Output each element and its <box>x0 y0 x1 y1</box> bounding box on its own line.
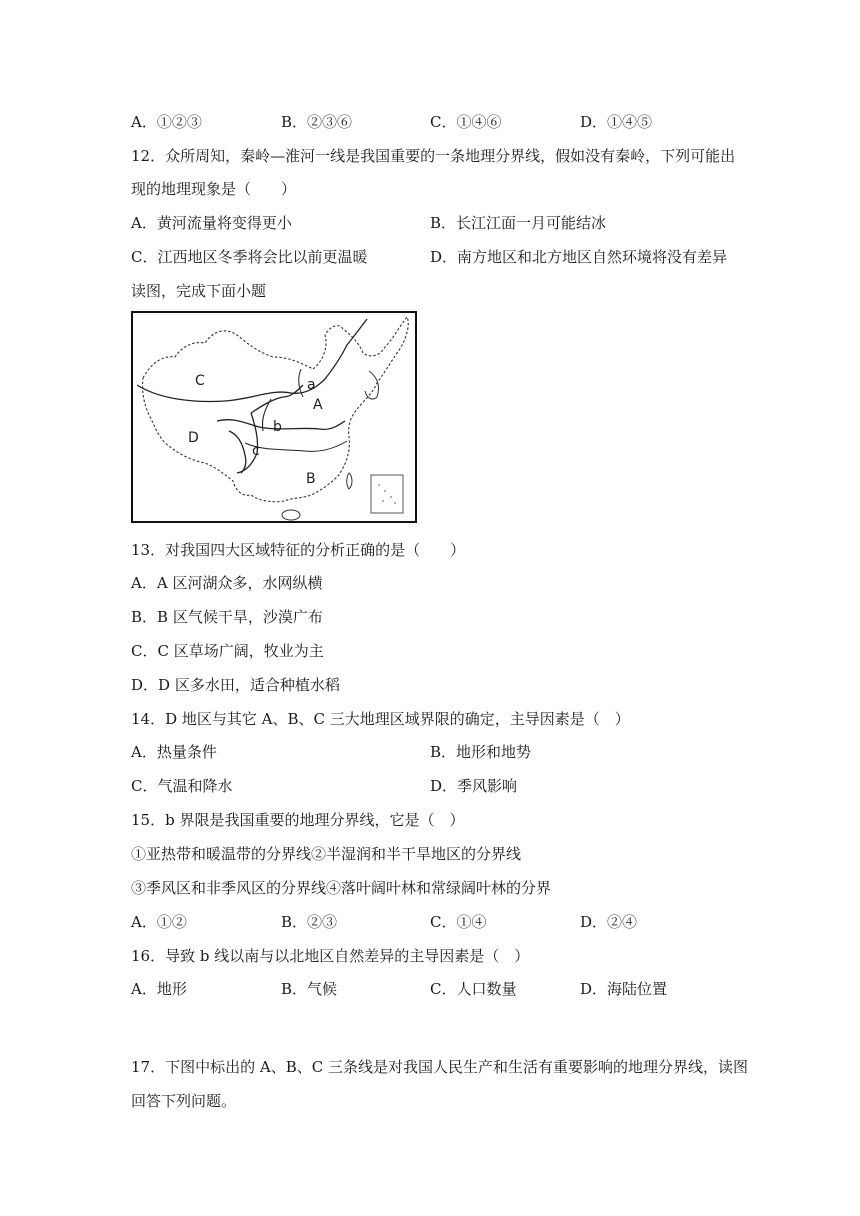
map-label-C: C <box>195 373 205 389</box>
china-region-map <box>131 311 417 523</box>
map-label-b: b <box>273 419 282 435</box>
q15-option-b[interactable]: B．②③ <box>281 913 338 931</box>
q14-option-c[interactable]: C．气温和降水 <box>131 777 233 795</box>
q16-option-b[interactable]: B．气候 <box>281 980 338 998</box>
q17-stem-line2: 回答下列问题。 <box>131 1092 237 1110</box>
q16-option-d[interactable]: D．海陆位置 <box>580 980 668 998</box>
q14-option-b[interactable]: B．地形和地势 <box>430 743 532 761</box>
q11-option-a[interactable]: A．①②③ <box>131 113 202 131</box>
q14-option-a[interactable]: A．热量条件 <box>131 743 217 761</box>
q14-option-d[interactable]: D．季风影响 <box>430 777 518 795</box>
map-label-D: D <box>188 430 199 446</box>
q16-option-a[interactable]: A．地形 <box>131 980 187 998</box>
q13-option-b[interactable]: B．B 区气候干旱，沙漠广布 <box>131 608 323 626</box>
map-drawing <box>133 313 415 521</box>
q11-option-d[interactable]: D．①④⑤ <box>580 113 653 131</box>
reading-instruction: 读图，完成下面小题 <box>131 282 267 300</box>
q15-statement-line1: ①亚热带和暖温带的分界线②半湿润和半干旱地区的分界线 <box>131 845 522 863</box>
q13-option-d[interactable]: D．D 区多水田，适合种植水稻 <box>131 676 340 694</box>
q12-option-a[interactable]: A．黄河流量将变得更小 <box>131 214 292 232</box>
q17-stem-line1: 17．下图中标出的 A、B、C 三条线是对我国人民生产和生活有重要影响的地理分界线，读图 <box>131 1058 748 1076</box>
q15-option-c[interactable]: C．①④ <box>430 913 487 931</box>
map-label-B: B <box>306 471 316 487</box>
map-label-c: c <box>252 443 260 459</box>
q15-option-a[interactable]: A．①② <box>131 913 187 931</box>
q13-option-c[interactable]: C．C 区草场广阔，牧业为主 <box>131 642 324 660</box>
q16-option-c[interactable]: C．人口数量 <box>430 980 517 998</box>
q15-stem: 15．b 界限是我国重要的地理分界线，它是（ ） <box>131 811 465 829</box>
q12-option-d[interactable]: D．南方地区和北方地区自然环境将没有差异 <box>430 248 728 266</box>
q11-option-c[interactable]: C．①④⑥ <box>430 113 502 131</box>
q14-stem: 14．D 地区与其它 A、B、C 三大地理区域界限的确定，主导因素是（ ） <box>131 710 630 728</box>
q15-option-d[interactable]: D．②④ <box>580 913 638 931</box>
q12-stem-line2: 现的地理现象是（ ） <box>131 180 297 198</box>
q12-stem-line1: 12．众所周知，秦岭—淮河一线是我国重要的一条地理分界线，假如没有秦岭，下列可能出 <box>131 147 736 165</box>
map-label-a: a <box>307 377 316 393</box>
q13-stem: 13．对我国四大区域特征的分析正确的是（ ） <box>131 541 466 559</box>
q11-option-b[interactable]: B．②③⑥ <box>281 113 353 131</box>
map-label-A: A <box>313 397 323 413</box>
q12-option-c[interactable]: C．江西地区冬季将会比以前更温暖 <box>131 248 368 266</box>
q12-option-b[interactable]: B．长江江面一月可能结冰 <box>430 214 607 232</box>
q16-stem: 16．导致 b 线以南与以北地区自然差异的主导因素是（ ） <box>131 947 530 965</box>
q15-statement-line2: ③季风区和非季风区的分界线④落叶阔叶林和常绿阔叶林的分界 <box>131 879 552 897</box>
q13-option-a[interactable]: A．A 区河湖众多，水网纵横 <box>131 574 323 592</box>
